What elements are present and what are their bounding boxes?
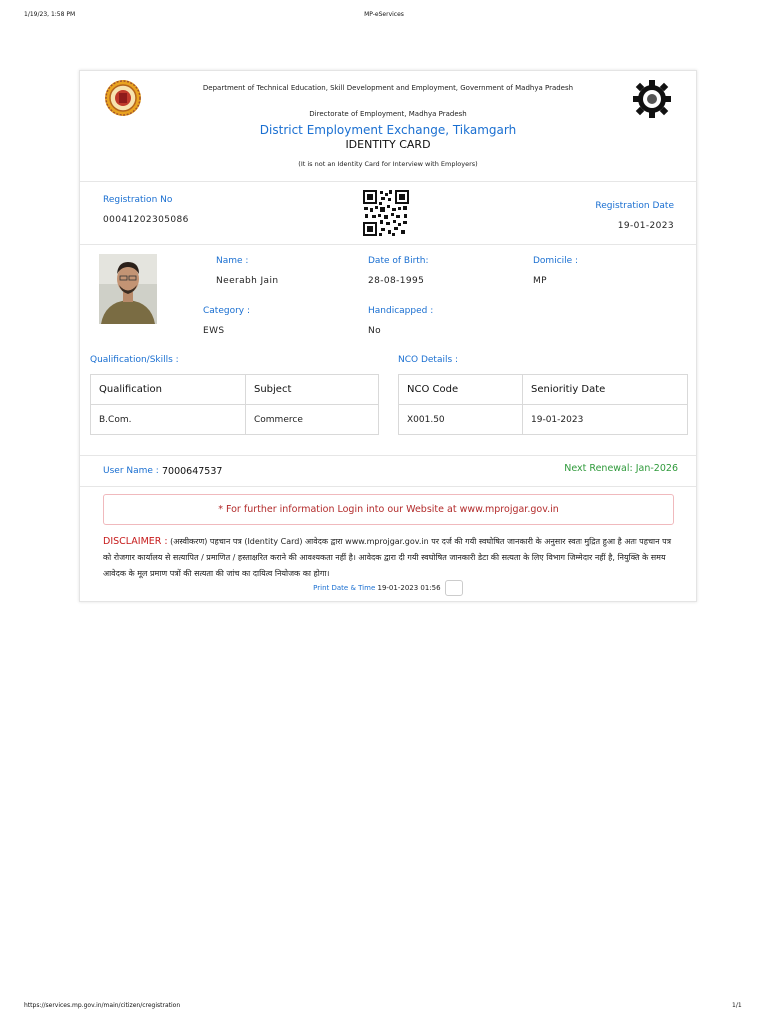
table-row (399, 405, 688, 435)
table-header-cell: Qualification (91, 375, 246, 405)
card-title: IDENTITY CARD (345, 138, 431, 151)
registration-section (80, 182, 696, 245)
table-header-row (399, 375, 688, 405)
mp-govt-emblem (104, 79, 142, 117)
table-row (91, 405, 379, 435)
registration-no-label: Registration No (103, 195, 173, 205)
handicapped-label: Handicapped : (368, 306, 434, 316)
table-header-row (91, 375, 379, 405)
info-message: * For further information Login into our Website at www.mprojgar.gov.in (103, 494, 674, 525)
disclaimer-text: (अस्वीकरण) पहचान पत्र (Identity Card) आवेदक द्वारा www.mprojgar.gov.in पर दर्ज की गयी स्वघोषित जानकारी के अनुसार स्वतः मुद्रित हुआ है अतः पहचान पत्र को रोजगार कार्यालय से सत्यापित / प्रमाणित / हस्ताक्षरित कराने की आवश्यकता नहीं है। आवेदक द्वारा दी गयी स्वघोषित जानकारी डेटा की सत्यता के लिए विभाग जिम्मेदार नहीं है, नियुक्ति के समय आवेदक के मूल प्रमाण पत्रों की सत्यता की जांच का दायित्व नियोजक का होगा। (103, 537, 672, 578)
table-cell: Commerce (246, 405, 379, 435)
card-note: (It is not an Identity Card for Interview with Employers) (298, 160, 478, 168)
directorate-name: Directorate of Employment, Madhya Pradesh (309, 110, 467, 118)
name-value: Neerabh Jain (216, 276, 279, 286)
dob-value: 28-08-1995 (368, 276, 425, 286)
print-date-value: 19-01-2023 01:56 (377, 584, 441, 592)
qr-code (363, 190, 409, 236)
table-cell: 19-01-2023 (523, 405, 688, 435)
category-label: Category : (203, 306, 251, 316)
user-name-value: 7000647537 (162, 466, 223, 477)
table-header-cell: Senioritiy Date (523, 375, 688, 405)
handicapped-value: No (368, 326, 382, 336)
print-page-title: MP-eServices (364, 11, 404, 18)
qualification-section-label: Qualification/Skills : (90, 355, 179, 365)
applicant-photo (99, 254, 157, 324)
qualification-table (90, 374, 379, 435)
table-cell: B.Com. (91, 405, 246, 435)
dob-label: Date of Birth: (368, 256, 429, 266)
category-value: EWS (203, 326, 225, 336)
table-header-cell: NCO Code (399, 375, 523, 405)
nco-table (398, 374, 688, 435)
domicile-label: Domicile : (533, 256, 579, 266)
card-header (80, 71, 696, 182)
disclaimer (103, 534, 679, 582)
registration-no-value: 00041202305086 (103, 215, 189, 225)
user-name-label: User Name : (103, 466, 159, 476)
nco-section-label: NCO Details : (398, 355, 459, 365)
name-label: Name : (216, 256, 249, 266)
domicile-value: MP (533, 276, 547, 286)
disclaimer-label: DISCLAIMER : (103, 536, 168, 547)
print-date-label: Print Date & Time (313, 584, 376, 592)
exchange-name: District Employment Exchange, Tikamgarh (259, 123, 517, 137)
identity-card (79, 70, 697, 602)
registration-date-label: Registration Date (595, 201, 674, 211)
print-url: https://services.mp.gov.in/main/citizen/cregistration (24, 1002, 181, 1009)
print-datetime: 1/19/23, 1:58 PM (24, 11, 76, 18)
department-name: Department of Technical Education, Skill Development and Employment, Government of Madhya Pradesh (202, 84, 574, 92)
next-renewal: Next Renewal: Jan-2026 (564, 463, 678, 474)
divider (80, 455, 696, 456)
print-page-number: 1/1 (732, 1002, 742, 1009)
table-cell: X001.50 (399, 405, 523, 435)
registration-date-value: 19-01-2023 (617, 221, 674, 231)
divider (80, 486, 696, 487)
employment-dept-gear-logo (632, 79, 672, 119)
print-checkbox[interactable] (445, 580, 463, 596)
table-header-cell: Subject (246, 375, 379, 405)
print-date-time (80, 580, 696, 596)
